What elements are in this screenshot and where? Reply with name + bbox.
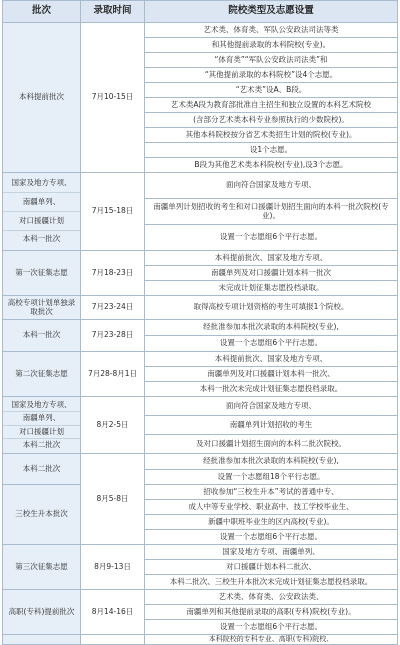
batch-label-line: 国家及地方专项、: [11, 399, 72, 409]
header-setting: 院校类型及志愿设置: [145, 1, 398, 23]
table-row: [3, 320, 398, 336]
time-cell: 7月28-8月1日: [81, 352, 145, 397]
time-cell: 8月9-13日: [81, 545, 145, 590]
batch-label-line: 对口援疆计划: [3, 211, 80, 230]
setting-line: 国家及地方专项、南疆单列、: [145, 545, 398, 560]
setting-line: 南疆单列及对口援疆计划本科一批次: [145, 266, 398, 281]
setting-line: 南疆单列计划招收的考生和对口援疆计划招生面向的本科一批次院校(专业)。: [145, 199, 398, 225]
time-cell: 8月2-5日: [81, 397, 145, 454]
time-cell: [81, 635, 145, 645]
setting-line: 本科一批次未完成计划征集志愿投档录取。: [145, 382, 398, 397]
batch-cell: [3, 635, 81, 645]
time-cell: 7月18-23日: [81, 251, 145, 296]
table-row: [3, 454, 398, 470]
batch-label-line: 本科二批次: [3, 438, 80, 452]
table-row: [3, 23, 398, 38]
setting-line: 设1个志愿。: [145, 143, 398, 158]
setting-line: 本科提前批次、国家及地方专项、: [145, 352, 398, 367]
setting-line: 艺术类A段为教育部批准自主招生和独立设置的本科艺术院校: [145, 98, 398, 113]
setting-line: (含部分艺术类本科专业参照执行的少数院校)。: [145, 113, 398, 128]
batch-label-line: 本科一批次: [3, 230, 80, 249]
setting-line: 招收参加“三校生升本”考试的普通中专、: [145, 485, 398, 500]
setting-line: 面向符合国家及地方专项、: [145, 397, 398, 416]
table-row: [3, 296, 398, 320]
table-row: [3, 173, 398, 199]
table-row: [3, 352, 398, 367]
batch-label-stack: [3, 175, 80, 249]
table-row: [3, 590, 398, 605]
setting-line: “其他提前录取的本科院校”设4个志愿。: [145, 68, 398, 83]
time-cell: 7月15-18日: [81, 173, 145, 251]
setting-line: 设置一个志愿组6个平行志愿。: [145, 225, 398, 251]
setting-line: 南疆单列和其他提前录取的高职(专科)院校(专业)。: [145, 605, 398, 620]
setting-line: 及对口援疆计划招生面向的本科二批次院校。: [145, 435, 398, 454]
time-cell: 8月5-8日: [81, 454, 145, 545]
header-row: [3, 1, 398, 23]
batch-cell: 本科一批次: [3, 320, 81, 352]
setting-line: “艺术类”设A、B段。: [145, 83, 398, 98]
admission-schedule-table: [2, 0, 398, 645]
setting-line: 南疆单列及对口援疆计划本科一批次、: [145, 367, 398, 382]
batch-cell: 第三次征集志愿: [3, 545, 81, 590]
batch-label-line: 国家及地方专项、: [11, 178, 72, 188]
time-cell: 7月23-24日: [81, 296, 145, 320]
batch-cell: 高校专项计划单独录取批次: [3, 296, 81, 320]
setting-line: 本科院校的专科专业、高职(专科)院校、: [145, 635, 398, 645]
setting-line: 艺术类、体育类、公安政法类、: [145, 590, 398, 605]
table-row: [3, 251, 398, 266]
setting-line: 艺术类、体育类、军队公安政法司法等类: [145, 23, 398, 38]
setting-line: 本科提前批次、国家及地方专项、: [145, 251, 398, 266]
setting-line: 和其他提前录取的本科院校(专业)。: [145, 38, 398, 53]
batch-cell: 本科二批次: [3, 454, 81, 485]
table-row: [3, 397, 398, 416]
setting-line: 对口援疆计划本科二批次、: [145, 560, 398, 575]
setting-line: 经批准参加本批次录取的本科院校(专业),: [145, 320, 398, 336]
setting-line: 本科二批次、三校生升本批次未完成计划征集志愿投档录取。: [145, 575, 398, 590]
batch-cell: [3, 397, 81, 454]
header-time: 录取时间: [81, 1, 145, 23]
batch-label-line: 对口援疆计划: [3, 425, 80, 439]
setting-line: 南疆单列计划招收的考生: [145, 416, 398, 435]
setting-line: 其他本科院校按分省艺术类招生计划的院校(专业)。: [145, 128, 398, 143]
table-row: [3, 635, 398, 645]
setting-line: 未完成计划征集志愿投档录取。: [145, 281, 398, 296]
header-batch: 批次: [3, 1, 81, 23]
setting-line: 经批准参加本批次录取的本科院校(专业),: [145, 454, 398, 470]
batch-cell: 高职(专科)提前批次: [3, 590, 81, 635]
setting-line: 新疆中职班毕业生的区内高校(专业)。: [145, 515, 398, 530]
batch-cell: 本科提前批次: [3, 23, 81, 173]
batch-label-line: 南疆单列、: [3, 192, 80, 211]
setting-line: 设置一个志愿组18个平行志愿。: [145, 469, 398, 485]
time-cell: 7月10-15日: [81, 23, 145, 173]
time-cell: 8月14-16日: [81, 590, 145, 635]
setting-line: 设置一个志愿组6个平行志愿。: [145, 336, 398, 352]
table-row: [3, 545, 398, 560]
setting-line: “体育类”“军队公安政法司法类”和: [145, 53, 398, 68]
setting-line: 成人中等专业学校、职业高中、技工学校毕业生、: [145, 500, 398, 515]
table-row: [3, 485, 398, 500]
setting-line: 设置一个志愿组6个平行志愿。: [145, 530, 398, 545]
batch-label-stack: [3, 399, 80, 452]
setting-line: 设置一个志愿组6个平行志愿。: [145, 620, 398, 635]
batch-cell: [3, 173, 81, 251]
setting-line: B段为其他艺术类本科院校(专业),设3个志愿。: [145, 158, 398, 173]
setting-line: 取得高校专项计划资格的考生可填报1个院校。: [145, 296, 398, 320]
batch-cell: 第二次征集志愿: [3, 352, 81, 397]
batch-cell: 第一次征集志愿: [3, 251, 81, 296]
batch-label-line: 南疆单列、: [3, 411, 80, 425]
time-cell: 7月23-28日: [81, 320, 145, 352]
setting-line: 面向符合国家及地方专项、: [145, 173, 398, 199]
batch-cell: 三校生升本批次: [3, 485, 81, 545]
